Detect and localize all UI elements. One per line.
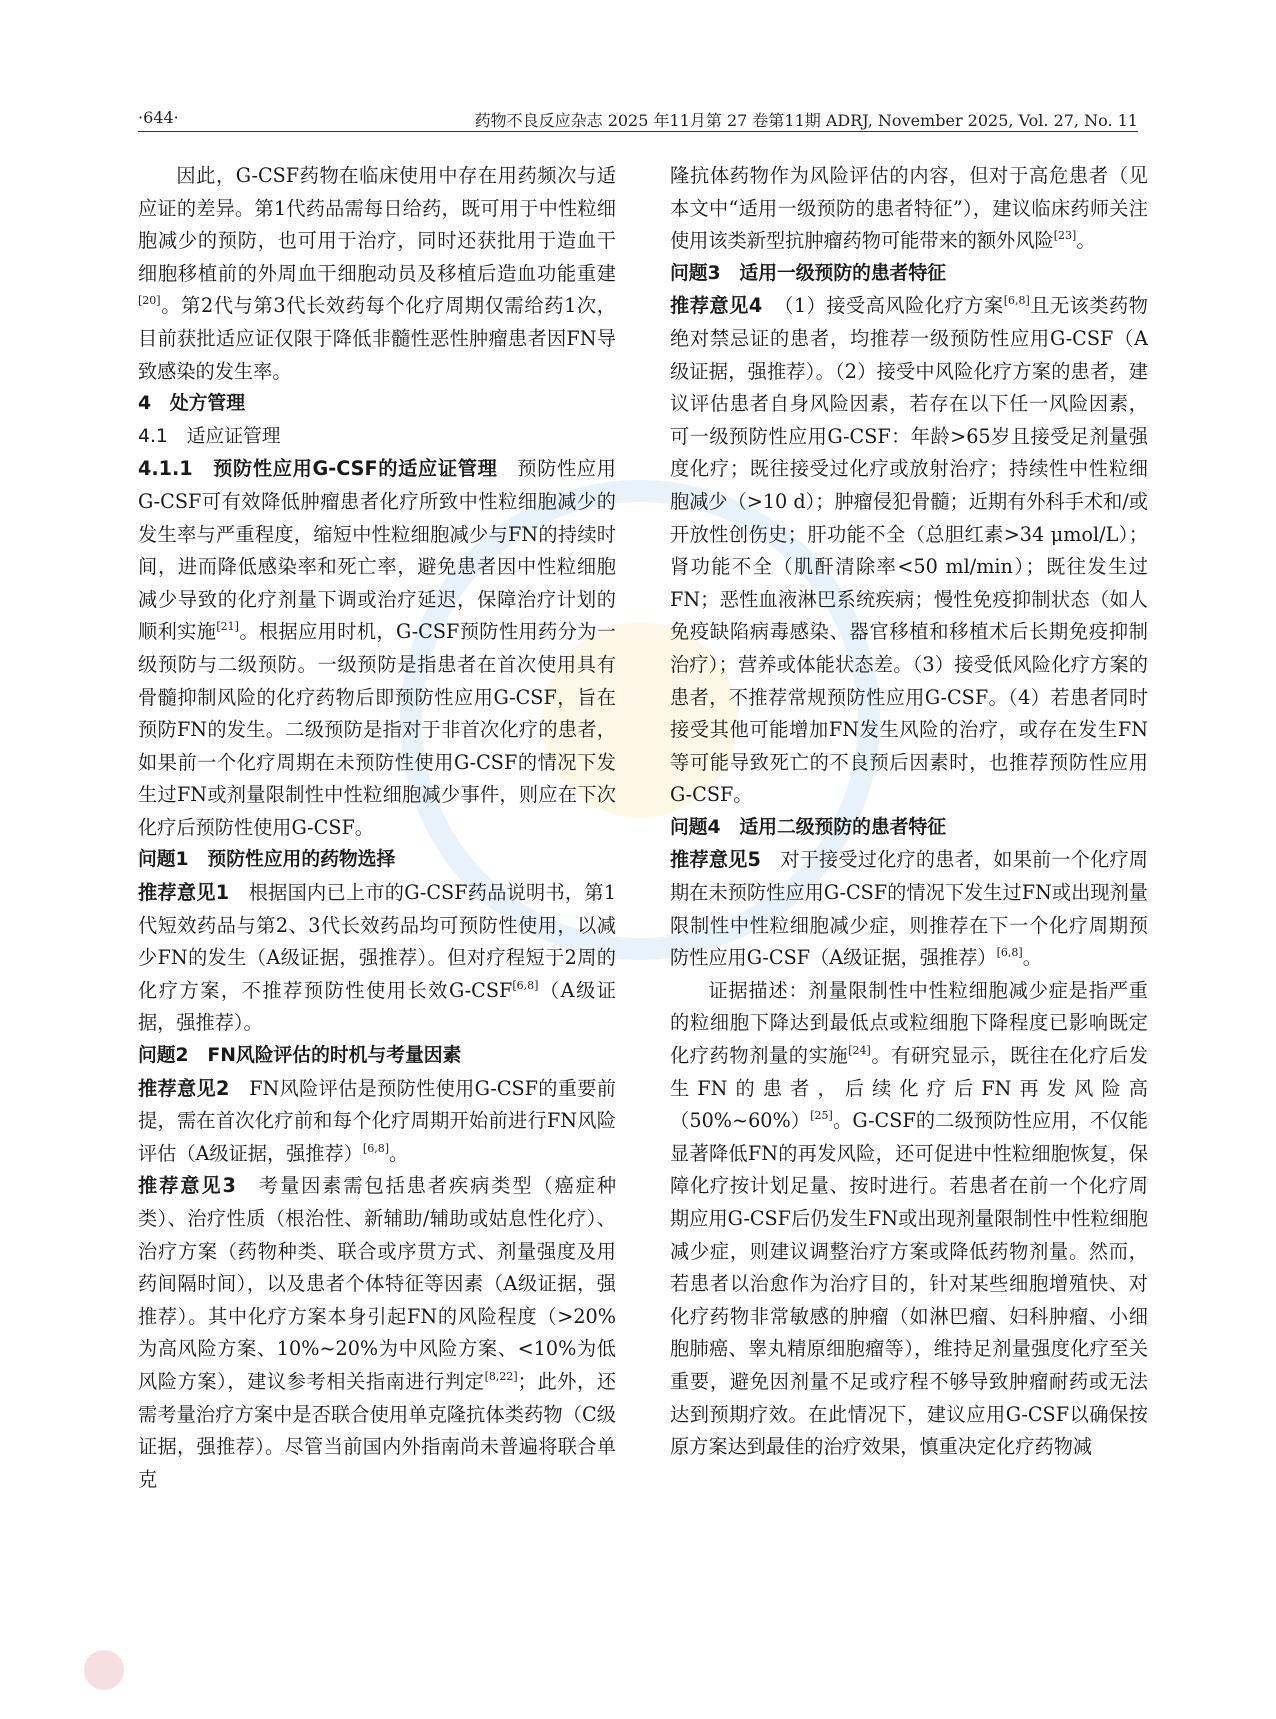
question-heading: 问题1 预防性应用的药物选择 <box>138 849 396 871</box>
subsection-heading: 4.1 适应证管理 <box>138 425 281 447</box>
section-heading: 4 处方管理 <box>138 393 245 415</box>
recommendation: 推荐意见3 考量因素需包括患者疾病类型（癌症种类）、治疗性质（根治性、新辅助/辅助或姑息性化疗）、治疗方案（药物种类、联合或序贯方式、剂量强度及用药间隔时间），以及患者个体特征等因素（A级证据，强推荐）。其中化疗方案本身引起FN的风险程度（>20%为高风险方案、10%~20%为中风险方案、<10%为低风险方案），建议参考相关指南进行判定[8,22]；此外，还需考量治疗方案中是否联合使用单克隆抗体类药物（C级证据，强推荐）。尽管当前国内外指南尚未普遍将联合单克 <box>138 1174 617 1491</box>
subsubsection-heading: 4.1.1 预防性应用G-CSF的适应证管理 <box>138 457 498 481</box>
citation[interactable]: [24] <box>848 1044 871 1058</box>
citation[interactable]: [6,8] <box>362 1141 389 1155</box>
citation[interactable]: [6,8] <box>512 978 539 992</box>
left-column <box>138 160 616 1496</box>
citation[interactable]: [8,22] <box>484 1369 518 1383</box>
citation[interactable]: [25] <box>810 1109 833 1123</box>
paragraph: 证据描述：剂量限制性中性粒细胞减少症是指严重的粒细胞下降达到最低点或粒细胞下降程度已影响既定化疗药物剂量的实施[24]。有研究显示，既往在化疗后发生FN的患者，后续化疗后FN再发风险高（50%~60%）[25]。G-CSF的二级预防性应用，不仅能显著降低FN的再发风险，还可促进中性粒细胞恢复，保障化疗按计划足量、按时进行。若患者在前一个化疗周期应用G-CSF后仍发生FN或出现剂量限制性中性粒细胞减少症，则建议调整治疗方案或降低药物剂量。然而，若患者以治愈作为治疗目的，针对某些细胞增殖快、对化疗药物非常敏感的肿瘤（如淋巴瘤、妇科肿瘤、小细胞肺癌、睾丸精原细胞瘤等），维持足剂量强度化疗至关重要，避免因剂量不足或疗程不够导致肿瘤耐药或无法达到预期疗效。在此情况下，建议应用G-CSF以确保按原方案达到最佳的治疗效果，慎重决定化疗药物减 <box>670 978 1149 1459</box>
paragraph: 4.1.1 预防性应用G-CSF的适应证管理 预防性应用G-CSF可有效降低肿瘤患者化疗所致中性粒细胞减少的发生率与严重程度，缩短中性粒细胞减少与FN的持续时间，进而降低感染率和死亡率，避免患者因中性粒细胞减少导致的化疗剂量下调或治疗延迟，保障治疗计划的顺利实施[21]。根据应用时机，G-CSF预防性用药分为一级预防与二级预防。一级预防是指患者在首次使用具有骨髓抑制风险的化疗药物后即预防性应用G-CSF，旨在预防FN的发生。二级预防是指对于非首次化疗的患者，如果前一个化疗周期在未预防性使用G-CSF的情况下发生过FN或剂量限制性中性粒细胞减少事件，则应在下次化疗后预防性使用G-CSF。 <box>138 457 616 839</box>
citation[interactable]: [6,8] <box>1003 294 1030 308</box>
question-heading: 问题4 适用二级预防的患者特征 <box>670 816 947 838</box>
question-heading: 问题2 FN风险评估的时机与考量因素 <box>138 1045 462 1067</box>
recommendation: 推荐意见5 对于接受过化疗的患者，如果前一个化疗周期在未预防性应用G-CSF的情况下发生过FN或出现剂量限制性中性粒细胞减少症，则推荐在下一个化疗周期预防性应用G-CSF（A级证据，强推荐）[6,8]。 <box>670 848 1148 970</box>
page-number: ·644· <box>138 108 179 127</box>
paragraph: 隆抗体药物作为风险评估的内容，但对于高危患者（见本文中“适用一级预防的患者特征”），建议临床药师关注使用该类新型抗肿瘤药物可能带来的额外风险[23]。 <box>670 164 1148 253</box>
right-column <box>670 160 1148 1464</box>
paragraph: 因此，G-CSF药物在临床使用中存在用药频次与适应证的差异。第1代药品需每日给药，既可用于中性粒细胞减少的预防，也可用于治疗，同时还获批用于造血干细胞移植前的外周血干细胞动员及移植后造血功能重建[20]。第2代与第3代长效药每个化疗周期仅需给药1次，目前获批适应证仅限于降低非髓性恶性肿瘤患者因FN导致感染的发生率。 <box>138 164 616 383</box>
citation[interactable]: [20] <box>138 294 161 308</box>
recommendation: 推荐意见2 FN风险评估是预防性使用G-CSF的重要前提，需在首次化疗前和每个化疗周期开始前进行FN风险评估（A级证据，强推荐）[6,8]。 <box>138 1076 616 1165</box>
citation[interactable]: [6,8] <box>996 946 1023 960</box>
recommendation: 推荐意见1 根据国内已上市的G-CSF药品说明书，第1代短效药品与第2、3代长效药品均可预防性使用，以减少FN的发生（A级证据，强推荐）。但对疗程短于2周的化疗方案，不推荐预防性使用长效G-CSF[6,8]（A级证据，强推荐）。 <box>138 881 616 1035</box>
journal-citation: 药物不良反应杂志 2025 年11月第 27 卷第11期 ADRJ, November 2025, Vol. 27, No. 11 <box>474 111 1138 130</box>
seal-icon <box>84 1650 124 1690</box>
running-header <box>138 108 1138 132</box>
recommendation: 推荐意见4 （1）接受高风险化疗方案[6,8]且无该类药物绝对禁忌证的患者，均推荐一级预防性应用G-CSF（A级证据，强推荐）。（2）接受中风险化疗方案的患者，建议评估患者自身风险因素，若存在以下任一风险因素，可一级预防性应用G-CSF：年龄>65岁且接受足剂量强度化疗；既往接受过化疗或放射治疗；持续性中性粒细胞减少（>10 d）；肿瘤侵犯骨髓；近期有外科手术和/或开放性创伤史；肝功能不全（总胆红素>34 μmol/L）；肾功能不全（肌酐清除率<50 ml/min）；既往发生过FN；恶性血液淋巴系统疾病；慢性免疫抑制状态（如人免疫缺陷病毒感染、器官移植和移植术后长期免疫抑制治疗）；营养或体能状态差。（3）接受低风险化疗方案的患者，不推荐常规预防性应用G-CSF。（4）若患者同时接受其他可能增加FN发生风险的治疗，或存在发生FN等可能导致死亡的不良预后因素时，也推荐预防性应用G-CSF。 <box>670 294 1148 807</box>
publisher-logo <box>84 1650 584 1690</box>
question-heading: 问题3 适用一级预防的患者特征 <box>670 262 947 284</box>
citation[interactable]: [21] <box>216 620 239 634</box>
header-rule <box>138 131 1138 132</box>
citation[interactable]: [23] <box>1053 229 1077 243</box>
